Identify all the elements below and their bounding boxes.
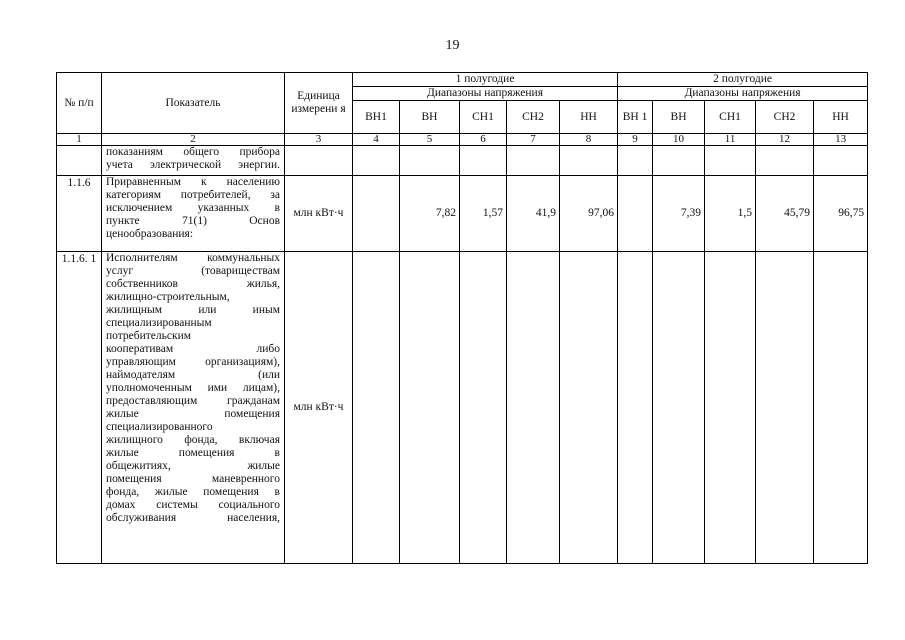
description-line: пункте 71(1) Основ	[106, 215, 280, 227]
col-number: 7	[507, 134, 560, 146]
row-description	[102, 146, 285, 176]
value-cell	[560, 252, 618, 564]
value-cell	[560, 146, 618, 176]
description-line: Исполнителям коммунальных	[106, 252, 280, 264]
value-cell	[460, 146, 507, 176]
header-col-nn-h2: НН	[814, 101, 868, 134]
row-description	[102, 176, 285, 252]
description-line: жилые помещения в	[106, 447, 280, 459]
row-number: 1.1.6	[57, 176, 102, 252]
value-cell: 45,79	[756, 176, 814, 252]
value-cell	[705, 252, 756, 564]
header-col-vn-h2: ВН	[653, 101, 705, 134]
header-unit: Единица измерени я	[285, 73, 353, 134]
value-cell: 1,5	[705, 176, 756, 252]
row-unit	[285, 146, 353, 176]
description-line: кооперативам либо	[106, 343, 280, 355]
col-number: 3	[285, 134, 353, 146]
description-line: наймодателям (или	[106, 369, 280, 381]
value-cell	[400, 252, 460, 564]
value-cell	[507, 146, 560, 176]
row-description	[102, 252, 285, 564]
header-col-vn1: ВН1	[353, 101, 400, 134]
description-line: фонда, жилые помещения в	[106, 486, 280, 498]
value-cell	[705, 146, 756, 176]
description-line: предоставляющим гражданам	[106, 395, 280, 407]
description-line: жилищно-строительным,	[106, 291, 230, 303]
value-cell	[814, 146, 868, 176]
description-line: показаниям общего прибора	[106, 146, 280, 158]
header-col-vn: ВН	[400, 101, 460, 134]
header-ranges1: Диапазоны напряжения	[353, 87, 618, 101]
description-line: категориям потребителей, за	[106, 189, 280, 201]
header-ranges2: Диапазоны напряжения	[618, 87, 868, 101]
col-number: 8	[560, 134, 618, 146]
header-col-sn2-h2: СН2	[756, 101, 814, 134]
header-col-nn: НН	[560, 101, 618, 134]
header-num: № п/п	[57, 73, 102, 134]
description-line: управляющим организациям),	[106, 356, 280, 368]
value-cell: 96,75	[814, 176, 868, 252]
col-number: 12	[756, 134, 814, 146]
row-number	[57, 146, 102, 176]
tariff-table	[56, 72, 868, 564]
value-cell	[353, 176, 400, 252]
col-number: 13	[814, 134, 868, 146]
description-line: исключением указанных в	[106, 202, 280, 214]
col-number: 10	[653, 134, 705, 146]
description-line: домах системы социального	[106, 499, 280, 511]
header-col-sn1-h2: СН1	[705, 101, 756, 134]
description-line: собственников жилья,	[106, 278, 280, 290]
value-cell	[353, 146, 400, 176]
value-cell	[618, 146, 653, 176]
description-line: жилищным или иным	[106, 304, 280, 316]
value-cell	[618, 252, 653, 564]
description-line: обслуживания населения,	[106, 512, 280, 524]
col-number: 6	[460, 134, 507, 146]
description-line: услуг (товариществам	[106, 265, 280, 277]
col-number: 1	[57, 134, 102, 146]
value-cell	[756, 252, 814, 564]
value-cell	[507, 252, 560, 564]
description-line: ценообразования:	[106, 228, 194, 240]
page-number: 19	[445, 38, 460, 53]
col-number: 9	[618, 134, 653, 146]
value-cell	[460, 252, 507, 564]
column-number-row	[57, 134, 868, 146]
description-line: помещения маневренного	[106, 473, 280, 485]
value-cell	[653, 252, 705, 564]
header-indicator: Показатель	[102, 73, 285, 134]
value-cell	[756, 146, 814, 176]
col-number: 2	[102, 134, 285, 146]
value-cell: 1,57	[460, 176, 507, 252]
description-line: учета электрической энергии.	[106, 159, 280, 171]
value-cell	[400, 146, 460, 176]
value-cell	[814, 252, 868, 564]
description-line: специализированного	[106, 421, 213, 433]
row-unit: млн кВт·ч	[285, 176, 353, 252]
table-row	[57, 146, 868, 176]
header-col-sn2: СН2	[507, 101, 560, 134]
description-line: потребительским	[106, 330, 192, 342]
value-cell: 7,82	[400, 176, 460, 252]
col-number: 4	[353, 134, 400, 146]
value-cell	[353, 252, 400, 564]
value-cell	[653, 146, 705, 176]
value-cell: 7,39	[653, 176, 705, 252]
description-line: уполномоченным ими лицам),	[106, 382, 280, 394]
row-unit: млн кВт·ч	[285, 252, 353, 564]
description-line: Приравненным к населению	[106, 176, 280, 188]
row-number: 1.1.6. 1	[57, 252, 102, 564]
header-col-vn1-h2: ВН 1	[618, 101, 653, 134]
value-cell: 41,9	[507, 176, 560, 252]
description-line: жилищного фонда, включая	[106, 434, 280, 446]
description-line: общежитиях, жилые	[106, 460, 280, 472]
header-half1: 1 полугодие	[353, 73, 618, 87]
value-cell: 97,06	[560, 176, 618, 252]
description-line: жилые помещения	[106, 408, 280, 420]
col-number: 11	[705, 134, 756, 146]
description-line: специализированным	[106, 317, 212, 329]
col-number: 5	[400, 134, 460, 146]
header-half2: 2 полугодие	[618, 73, 868, 87]
value-cell	[618, 176, 653, 252]
header-col-sn1: СН1	[460, 101, 507, 134]
table-row	[57, 176, 868, 252]
table-row	[57, 252, 868, 564]
